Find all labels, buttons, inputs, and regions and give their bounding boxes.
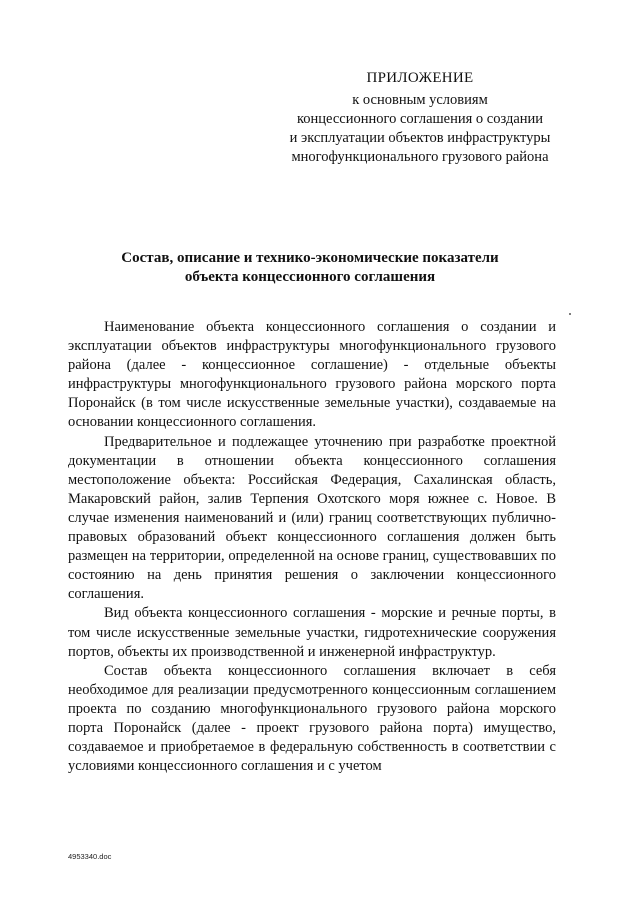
appendix-line-2: концессионного соглашения о создании <box>296 111 544 127</box>
paragraph-object-name: Наименование объекта концессионного соглашения о создании и эксплуатации объектов инфраструктуры многофункционального грузового района (далее - концессионное соглашение) - отдельные объекты инфраструктуры многофункционального грузового района морского порта Поронайск (в том числе искусственные земельные участки), создаваемые на основании концессионного соглашения. <box>68 319 556 431</box>
appendix-line-1: к основным условиям <box>352 92 488 108</box>
document-title <box>60 249 560 287</box>
title-line-2: объекта концессионного соглашения <box>184 269 436 285</box>
scan-mark <box>569 313 571 315</box>
appendix-line-4: многофункционального грузового района <box>291 149 549 165</box>
appendix-header <box>270 68 570 167</box>
appendix-heading: ПРИЛОЖЕНИЕ <box>366 70 474 86</box>
paragraph-location: Предварительное и подлежащее уточнению при разработке проектной документации в отношении объекта концессионного соглашения местоположение объекта: Российская Федерация, Сахалинская область, Макаровский район, залив Терпения Охотского моря южнее с. Новое. В случае изменения наименований и (или) границ соответствующих публично-правовых образований объект концессионного соглашения должен быть размещен на территории, определенной на основе границ, существовавших по состоянию на день принятия решения о заключении концессионного соглашения. <box>68 433 556 603</box>
paragraph-object-type: Вид объекта концессионного соглашения - морские и речные порты, в том числе искусственные земельные участки, гидротехнические сооружения портов, объекты их производственной и инженерной инфраструктур. <box>68 605 556 660</box>
file-name-footer: 4953340.doc <box>68 852 112 861</box>
document-body <box>68 318 556 776</box>
title-line-1: Состав, описание и технико-экономические показатели <box>121 250 499 266</box>
paragraph-composition: Состав объекта концессионного соглашения включает в себя необходимое для реализации предусмотренного концессионным соглашением проекта по созданию многофункционального грузового района морского порта Поронайск (далее - проект грузового района порта) имущество, создаваемое и приобретаемое в федеральную собственность в соответствии с условиями концессионного соглашения и с учетом <box>68 662 556 775</box>
appendix-line-3: и эксплуатации объектов инфраструктуры <box>289 130 551 146</box>
